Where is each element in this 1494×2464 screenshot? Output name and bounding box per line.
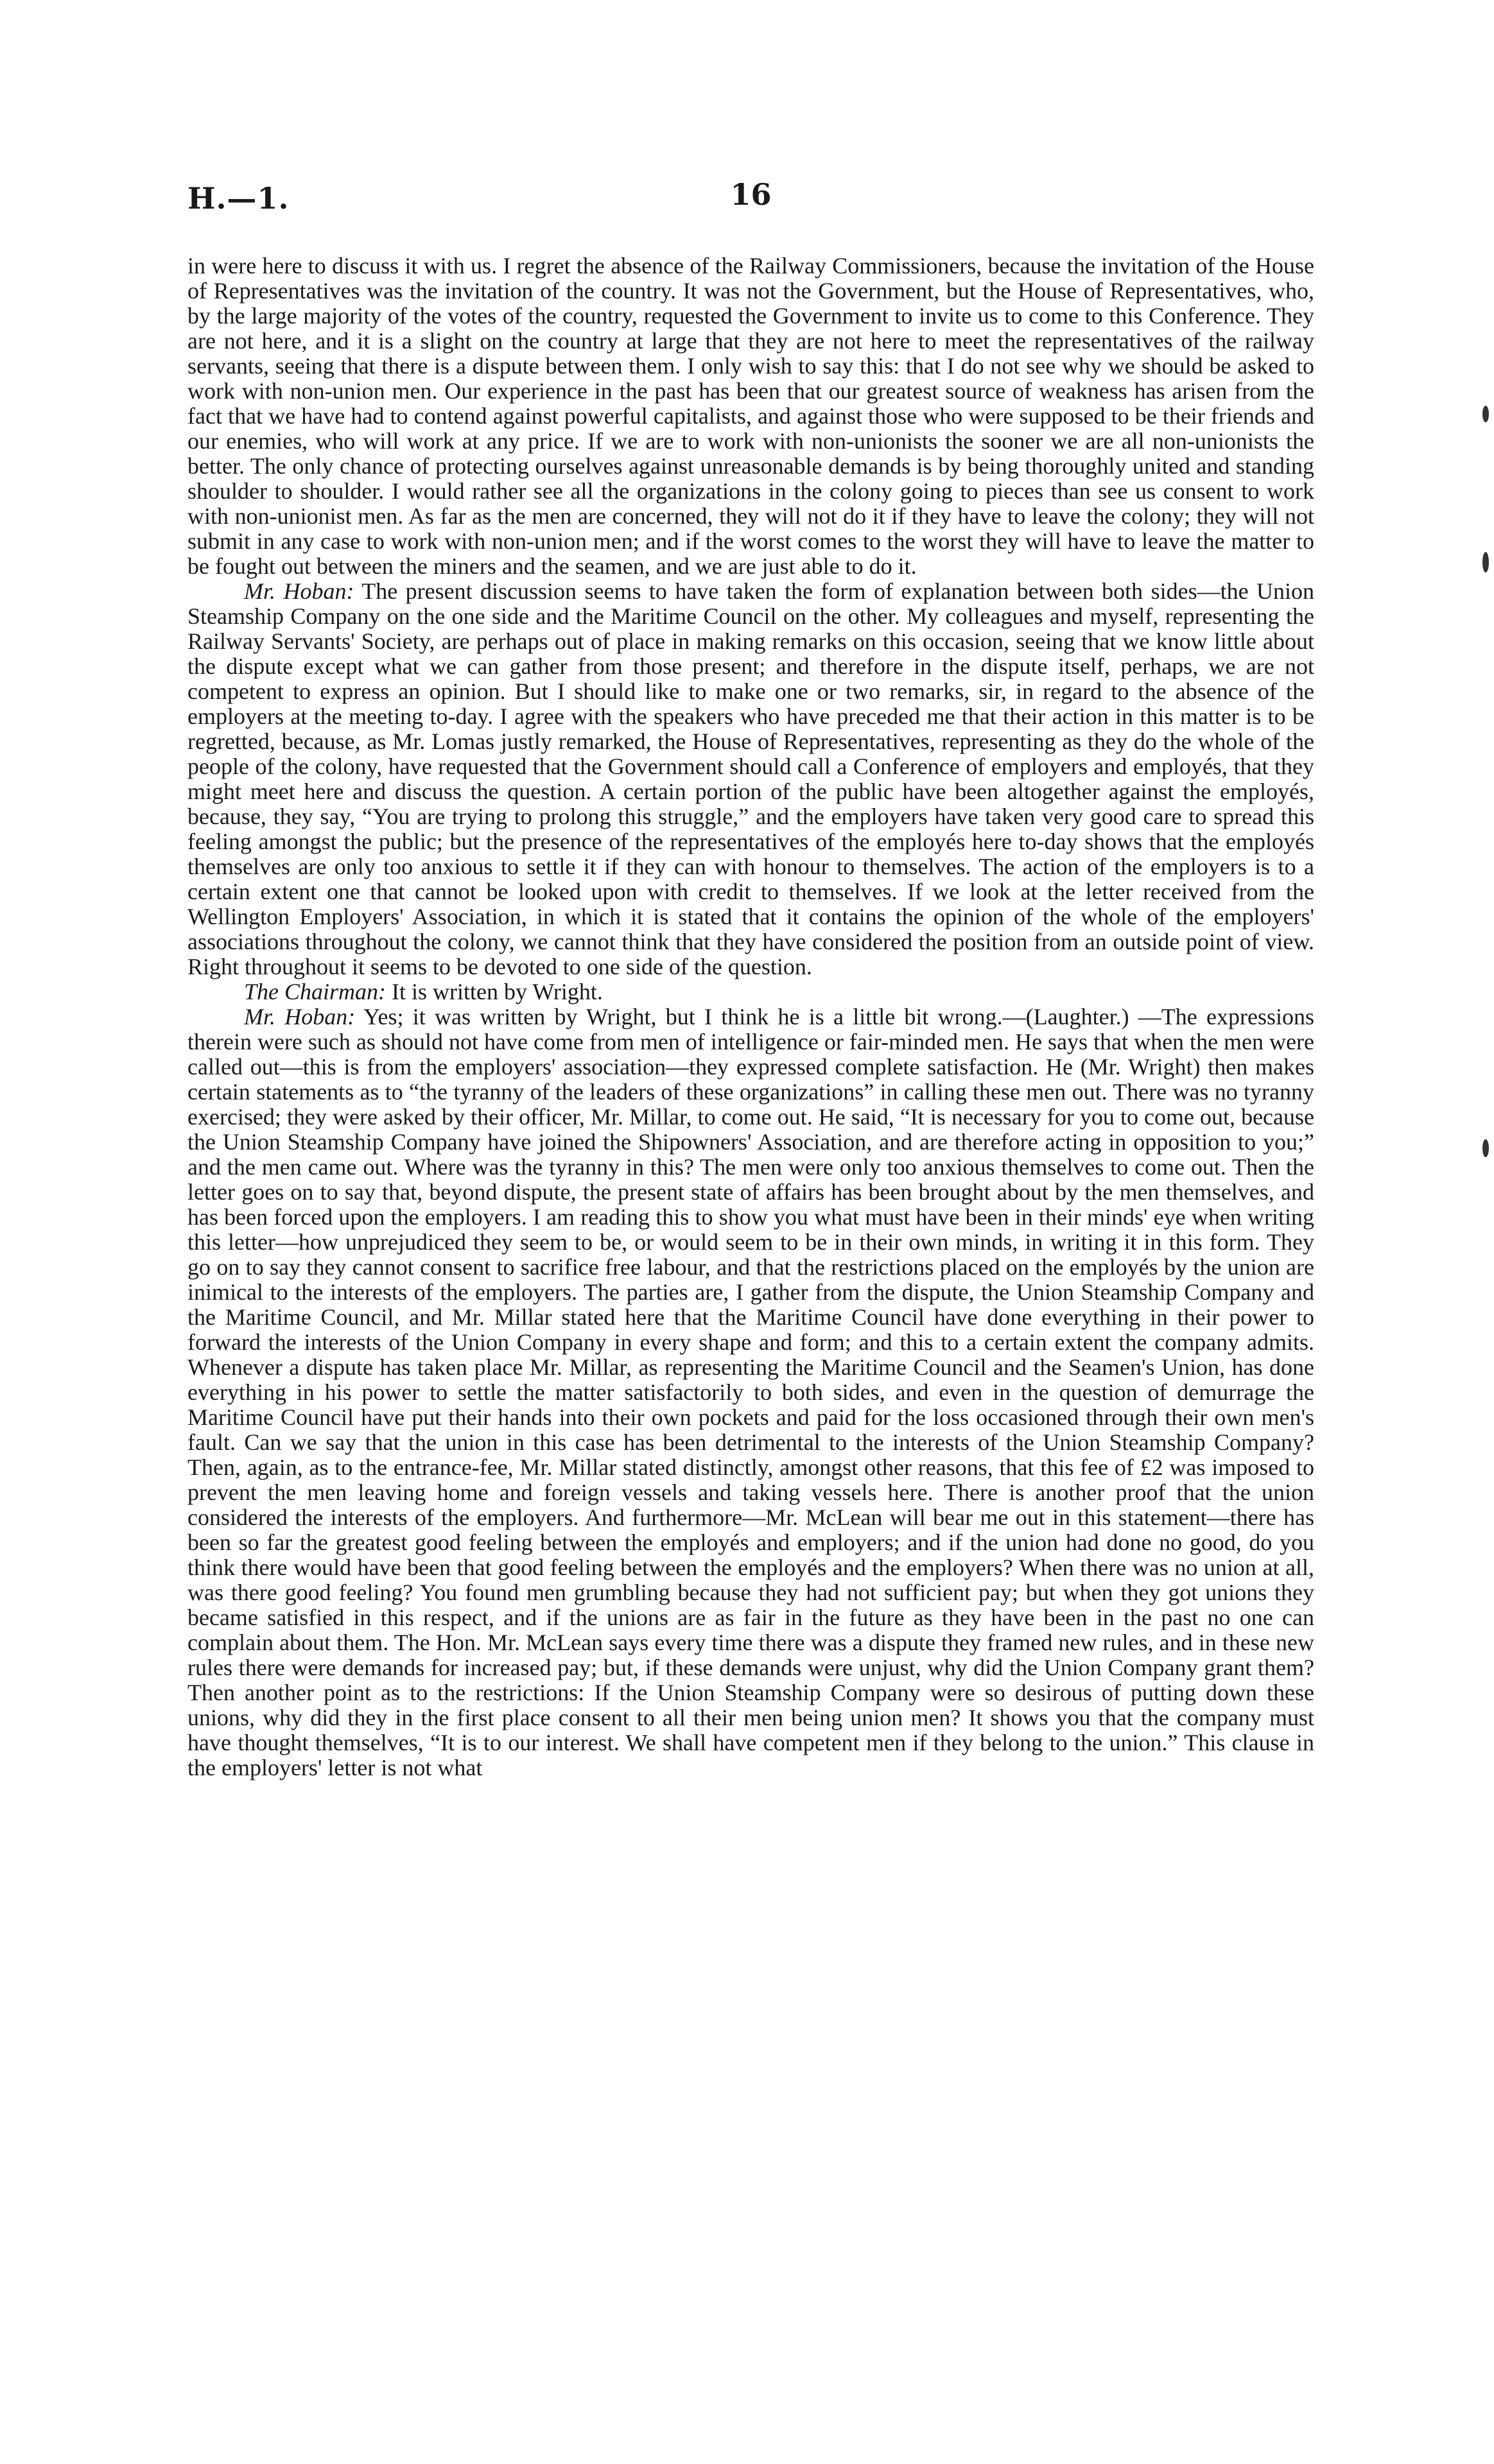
paragraph-4 [187, 1004, 1314, 1780]
paragraph-text: It is written by Wright. [386, 979, 603, 1004]
speaker-name: Mr. Hoban: [244, 1004, 356, 1030]
page-header [187, 177, 1314, 226]
margin-binding-mark [1482, 1139, 1489, 1157]
speaker-name: The Chairman: [244, 979, 387, 1004]
paragraph-1 [187, 254, 1314, 579]
paragraph-2 [187, 579, 1314, 979]
page-number: 16 [730, 177, 772, 212]
margin-binding-mark [1482, 406, 1489, 422]
paragraph-text: Yes; it was written by Wright, but I think he is a little bit wrong.—(Laughter.) —The expressions therein were such as should not have come from men of intelligence or fair-minded men. He says that when the men were called out—this is from the employers' association—they expressed complete satisfaction. He (Mr. Wright) then makes certain statements as to “the tyranny of the leaders of these organizations” in calling these men out. There was no tyranny exercised; they were asked by their officer, Mr. Millar, to come out. He said, “It is necessary for you to come out, because the Union Steamship Company have joined the Shipowners' Association, and are therefore acting in opposition to you;” and the men came out. Where was the tyranny in this? The men were only too anxious themselves to come out. Then the letter goes on to say that, beyond dispute, the present state of affairs has been brought about by the men themselves, and has been forced upon the employers. I am reading this to show you what must have been in their minds' eye when writing this letter—how unprejudiced they seem to be, or would seem to be in their own minds, in writing it in this form. They go on to say they cannot consent to sacrifice free labour, and that the restrictions placed on the employés by the union are inimical to the interests of the employers. The parties are, I gather from the dispute, the Union Steamship Company and the Maritime Council, and Mr. Millar stated here that the Maritime Council have done everything in their power to forward the interests of the Union Company in every shape and form; and this to a certain extent the company admits. Whenever a dispute has taken place Mr. Millar, as representing the Maritime Council and the Seamen's Union, has done everything in his power to settle the matter satisfactorily to both sides, and even in the question of demurrage the Maritime Council have put their hands into their own pockets and paid for the loss occasioned through their own men's fault. Can we say that the union in this case has been detrimental to the interests of the Union Steamship Company? Then, again, as to the entrance-fee, Mr. Millar stated distinctly, amongst other reasons, that this fee of £2 was imposed to prevent the men leaving home and foreign vessels and taking vessels here. There is another proof that the union considered the interests of the employers. And furthermore—Mr. McLean will bear me out in this statement—there has been so far the greatest good feeling between the employés and employers; and if the union had done no good, do you think there would have been that good feeling between the employés and the employers? When there was no union at all, was there good feeling? You found men grumbling because they had not sufficient pay; but when they got unions they became satisfied in this respect, and if the unions are as fair in the future as they have been in the past no one can complain about them. The Hon. Mr. McLean says every time there was a dispute they framed new rules, and in these new rules there were demands for increased pay; but, if these demands were unjust, why did the Union Company grant them? Then another point as to the restrictions: If the Union Steamship Company were so desirous of putting down these unions, why did they in the first place consent to all their men being union men? It shows you that the company must have thought themselves, “It is to our interest. We shall have competent men if they belong to the union.” This clause in the employers' letter is not what [187, 1004, 1314, 1780]
body-text [187, 254, 1314, 1780]
paragraph-text: in were here to discuss it with us. I regret the absence of the Railway Commissioners, because the invitation of the House of Representatives was the invitation of the country. It was not the Government, but the House of Representatives, who, by the large majority of the votes of the country, requested the Government to invite us to come to this Conference. They are not here, and it is a slight on the country at large that they are not here to meet the representatives of the railway servants, seeing that there is a dispute between them. I only wish to say this: that I do not see why we should be asked to work with non-union men. Our experience in the past has been that our greatest source of weakness has arisen from the fact that we have had to contend against powerful capitalists, and against those who were supposed to be their friends and our enemies, who will work at any price. If we are to work with non-unionists the sooner we are all non-unionists the better. The only chance of protecting ourselves against unreasonable demands is by being thoroughly united and standing shoulder to shoulder. I would rather see all the organizations in the colony going to pieces than see us consent to work with non-unionist men. As far as the men are concerned, they will not do it if they have to leave the colony; they will not submit in any case to work with non-union men; and if the worst comes to the worst they will have to leave the matter to be fought out between the miners and the seamen, and we are just able to do it. [187, 253, 1314, 579]
document-reference: H.—1. [187, 181, 290, 216]
speaker-name: Mr. Hoban: [244, 578, 354, 604]
paragraph-text: The present discussion seems to have taken the form of explanation between both sides—the Union Steamship Company on the one side and the Maritime Council on the other. My colleagues and myself, representing the Railway Servants' Society, are perhaps out of place in making remarks on this occasion, seeing that we know little about the dispute except what we can gather from those present; and therefore in the dispute itself, perhaps, we are not competent to express an opinion. But I should like to make one or two remarks, sir, in regard to the absence of the employers at the meeting to-day. I agree with the speakers who have preceded me that their action in this matter is to be regretted, because, as Mr. Lomas justly remarked, the House of Representatives, representing as they do the whole of the people of the colony, have requested that the Government should call a Conference of employers and employés, that they might meet here and discuss the question. A certain portion of the public have been altogether against the employés, because, they say, “You are trying to prolong this struggle,” and the employers have taken very good care to spread this feeling amongst the public; but the presence of the representatives of the employés here to-day shows that the employés themselves are only too anxious to settle it if they can with honour to themselves. The action of the employers is to a certain extent one that cannot be looked upon with credit to themselves. If we look at the letter received from the Wellington Employers' Association, in which it is stated that it contains the opinion of the whole of the employers' associations throughout the colony, we cannot think that they have considered the position from an outside point of view. Right throughout it seems to be devoted to one side of the question. [187, 578, 1314, 979]
paragraph-3 [187, 979, 1314, 1004]
margin-binding-mark [1482, 552, 1489, 573]
